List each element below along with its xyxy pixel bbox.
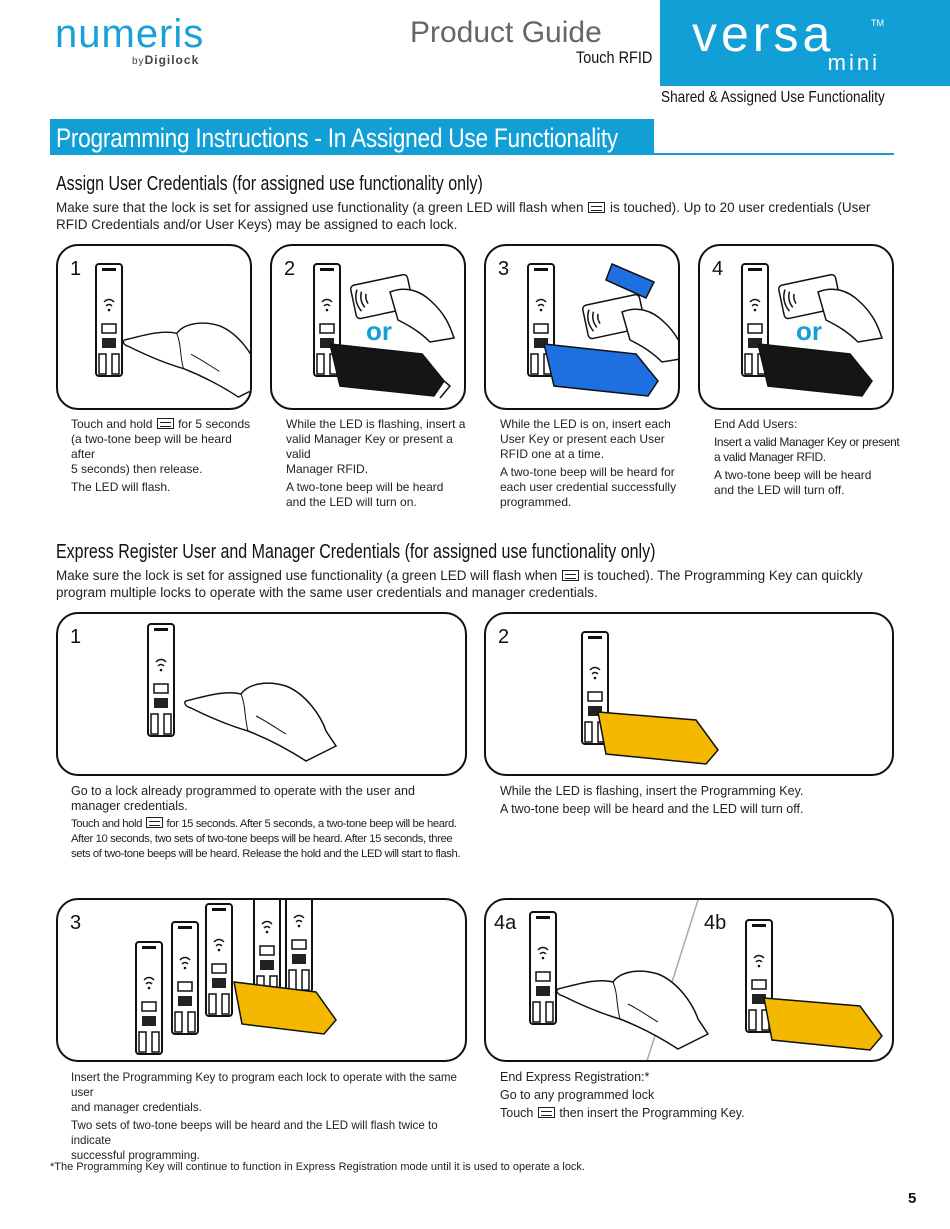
step-panel-3: 3 (484, 244, 680, 410)
step-panel-1: 1 (56, 244, 252, 410)
functionality-label: Shared & Assigned Use Functionality (661, 89, 885, 106)
express3-illustration (58, 900, 467, 1062)
key-button-icon (562, 570, 579, 581)
page-subtitle: Touch RFID (576, 48, 653, 67)
section2-intro: Make sure the lock is set for assigned use functionality (a green LED will flash when is touched). The Programming Key can quickly program multiple locks to operate with the same user credentials and manager credentials. (56, 568, 863, 600)
express4-illustration (486, 900, 894, 1062)
key-button-icon (146, 817, 163, 828)
express3-caption: Insert the Programming Key to program each lock to operate with the same user and manager credentials. Two sets of two-tone beeps will be heard and the LED will flash twice to indicate successful programming. (71, 1071, 458, 1162)
express-panel-3: 3 (56, 898, 467, 1062)
or-label: or (796, 316, 822, 346)
step-panel-2: 2 or (270, 244, 466, 410)
section-banner: Programming Instructions - In Assigned Use Functionality (50, 119, 654, 155)
key-button-icon (538, 1107, 555, 1118)
or-label: or (366, 316, 392, 346)
express2-caption: While the LED is flashing, insert the Programming Key. A two-tone beep will be heard and the LED will turn off. (500, 784, 804, 816)
express1-illustration (58, 614, 467, 776)
section2-heading: Express Register User and Manager Credentials (for assigned use functionality only) (56, 541, 656, 563)
key-button-icon (588, 202, 605, 213)
step3-caption: While the LED is on, insert each User Key or present each User RFID one at a time. A two-tone beep will be heard for each user credential successfully programmed. (500, 417, 677, 509)
express-panel-1: 1 (56, 612, 467, 776)
step2-caption: While the LED is flashing, insert a valid Manager Key or present a valid Manager RFID. A two-tone beep will be heard and the LED will turn on. (286, 417, 466, 509)
express4-caption: End Express Registration:* Go to any programmed lock Touch then insert the Programming Key. (500, 1070, 745, 1120)
express-panel-2: 2 (484, 612, 894, 776)
section1-intro: Make sure that the lock is set for assigned use functionality (a green LED will flash when is touched). Up to 20 user credentials (User RFID Credentials and/or User Keys) may be assigned to each lock. (56, 200, 871, 232)
numeris-logo: numeris (55, 12, 205, 56)
step1-illustration (58, 246, 252, 410)
step3-illustration (486, 246, 680, 410)
express1-caption: Go to a lock already programmed to operate with the user and manager credentials. Touch and hold for 15 seconds. After 5 seconds, a two-tone beep will be heard. After 10 seconds, two sets of two-tone beeps will be heard. After 15 seconds, three sets of two-tone beeps will be heard. Release the hold and the LED will start to flash. (71, 784, 461, 860)
digilock-logo: byDigilock (132, 53, 200, 67)
express2-illustration (486, 614, 894, 776)
key-button-icon (157, 418, 174, 429)
footnote: *The Programming Key will continue to function in Express Registration mode until it is used to operate a lock. (50, 1161, 585, 1173)
page-title: Product Guide (410, 16, 602, 49)
banner-rule (654, 153, 894, 155)
page-number: 5 (908, 1190, 917, 1207)
section1-heading: Assign User Credentials (for assigned use functionality only) (56, 173, 483, 195)
step4-caption: End Add Users: Insert a valid Manager Key or present a valid Manager RFID. A two-tone beep will be heard and the LED will turn off. (714, 417, 900, 497)
versa-mini-logo: versa TM mini (660, 0, 950, 86)
step1-caption: Touch and hold for 5 seconds (a two-tone beep will be heard after 5 seconds) then release. The LED will flash. (71, 417, 251, 494)
step-panel-4: 4 or (698, 244, 894, 410)
express-panel-4: 4a 4b (484, 898, 894, 1062)
